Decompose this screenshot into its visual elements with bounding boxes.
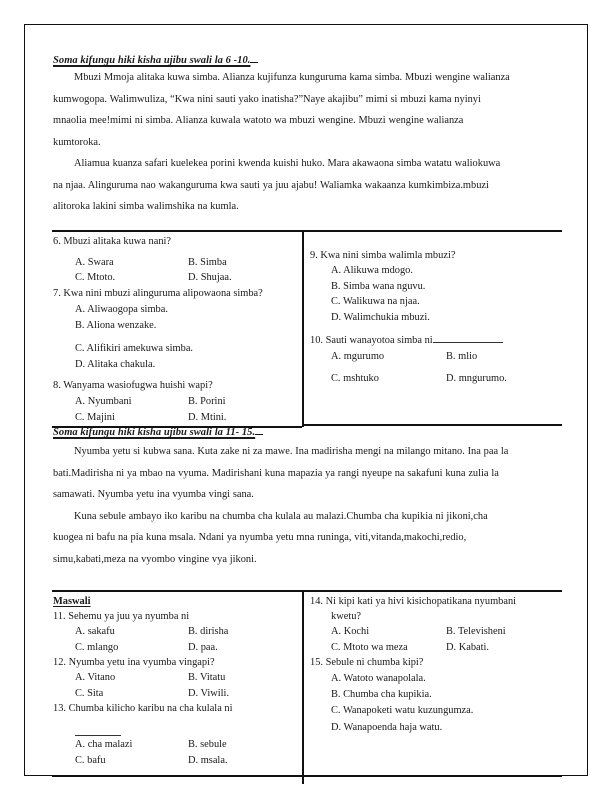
q14-option-c[interactable]: C. Mtoto wa meza (331, 642, 408, 653)
passage-line: samawati. Nyumba yetu ina vyumba vingi sana. (53, 489, 254, 500)
passage-goat (53, 67, 563, 218)
question-12: 12. Nyumba yetu ina vyumba vingapi? (53, 657, 215, 668)
q9-option-a[interactable]: A. Alikuwa mdogo. (331, 265, 413, 276)
q9-option-c[interactable]: C. Walikuwa na njaa. (331, 296, 420, 307)
q10-option-d[interactable]: D. mngurumo. (446, 373, 507, 384)
q8-option-c[interactable]: C. Majini (75, 412, 115, 423)
question-10: 10. Sauti wanayotoa simba ni (310, 335, 503, 346)
section1-heading: Soma kifungu hiki kisha ujibu swali la 6 -10. (53, 55, 258, 66)
q15-option-c[interactable]: C. Wanapoketi watu kuzungumza. (331, 705, 474, 716)
q7-option-d[interactable]: D. Alitaka chakula. (75, 359, 156, 370)
q6-option-a[interactable]: A. Swara (75, 257, 114, 268)
passage-house (53, 441, 563, 570)
q12-option-c[interactable]: C. Sita (75, 688, 104, 699)
passage-line: Nyumba yetu si kubwa sana. Kuta zake ni za mawe. Ina madirisha mengi na milango mitano. Ina paa la (74, 446, 509, 457)
passage-line: Mbuzi Mmoja alitaka kuwa simba. Alianza kujifunza kunguruma kama simba. Mbuzi wengine walianza (74, 72, 510, 83)
q12-option-d[interactable]: D. Viwili. (188, 688, 230, 699)
q14-option-b[interactable]: B. Televisheni (446, 626, 506, 637)
q10-option-b[interactable]: B. mlio (446, 351, 478, 362)
q14-option-d[interactable]: D. Kabati. (446, 642, 489, 653)
passage-line: na njaa. Alinguruma nao wakanguruma kwa sauti ya juu ajabu! Waliamka wakaanza kumkimbiza.mbuzi (53, 179, 489, 191)
q9-option-b[interactable]: B. Simba wana nguvu. (331, 281, 426, 292)
q7-option-a[interactable]: A. Aliwaogopa simba. (75, 304, 168, 315)
question-11: 11. Sehemu ya juu ya nyumba ni (53, 611, 190, 622)
passage-line: simu,kabati,meza na vyombo vingine vya jikoni. (53, 553, 257, 565)
q11-option-b[interactable]: B. dirisha (188, 626, 229, 637)
q13-option-a[interactable]: A. cha malazi (75, 739, 133, 750)
q6-option-b[interactable]: B. Simba (188, 257, 227, 268)
question-13: 13. Chumba kilicho karibu na cha kulala ni (53, 703, 233, 714)
table2-divider (302, 590, 304, 784)
passage-line: Aliamua kuanza safari kuelekea porini kwenda kuishi huko. Mara akawaona simba watatu waliokuwa (74, 158, 501, 169)
q9-option-d[interactable]: D. Walimchukia mbuzi. (331, 312, 430, 323)
passage-line: bati.Madirisha ni ya mbao na vyuma. Madirishani kuna mapazia ya rangi nyeupe na sakafuni kuna zulia la (53, 467, 499, 479)
question-8: 8. Wanyama wasiofugwa huishi wapi? (53, 380, 213, 391)
q8-option-b[interactable]: B. Porini (188, 396, 226, 407)
question-14: 14. Ni kipi kati ya hivi kisichopatikana nyumbani (310, 596, 517, 607)
q6-option-c[interactable]: C. Mtoto. (75, 272, 116, 283)
q8-option-d[interactable]: D. Mtini. (188, 412, 227, 423)
passage-line: kuogea ni bafu na pia kuna msala. Ndani ya nyumba yetu mna runinga, viti,vitanda,makochi,redio, (53, 532, 467, 543)
question-14-continued: kwetu? (331, 611, 362, 622)
table1-top-border (52, 230, 562, 232)
question-9: 9. Kwa nini simba walimla mbuzi? (310, 250, 456, 261)
questions-label: Maswali (53, 596, 91, 607)
table2-top-border (52, 590, 562, 592)
q10-option-c[interactable]: C. mshtuko (331, 373, 379, 384)
passage-line: kumtoroka. (53, 136, 101, 148)
question-7: 7. Kwa nini mbuzi alinguruma alipowaona simba? (53, 288, 263, 299)
answer-blank (75, 735, 121, 736)
q13-option-c[interactable]: C. bafu (75, 755, 106, 766)
section2-heading: Soma kifungu hiki kisha ujibu swali la 11- 15. (53, 427, 263, 438)
answer-blank (433, 342, 503, 343)
passage-line: Kuna sebule ambayo iko karibu na chumba cha kulala au malazi.Chumba cha kupikia ni jikoni,cha (74, 510, 488, 522)
q7-option-b[interactable]: B. Aliona wenzake. (75, 320, 157, 331)
table2-bottom-border (52, 775, 562, 777)
q15-option-b[interactable]: B. Chumba cha kupikia. (331, 689, 432, 700)
question-15: 15. Sebule ni chumba kipi? (310, 657, 424, 668)
question-6: 6. Mbuzi alitaka kuwa nani? (53, 236, 172, 247)
q8-option-a[interactable]: A. Nyumbani (75, 396, 132, 407)
q6-option-d[interactable]: D. Shujaa. (188, 272, 232, 283)
passage-line: kumwogopa. Walimwuliza, “Kwa nini sauti yako inatisha?”Naye akajibu” mimi si mbuzi kama nyinyi (53, 93, 481, 105)
passage-line: mnaolia mee!mimi ni simba. Alianza kuwala watoto wa mbuzi wengine. Mbuzi wengine walianza (53, 115, 464, 126)
q12-option-a[interactable]: A. Vitano (75, 672, 116, 683)
q15-option-d[interactable]: D. Wanapoenda haja watu. (331, 722, 443, 733)
q12-option-b[interactable]: B. Vitatu (188, 672, 226, 683)
table1-divider (302, 230, 304, 427)
q13-option-b[interactable]: B. sebule (188, 739, 227, 750)
q11-option-a[interactable]: A. sakafu (75, 626, 115, 637)
q7-option-c[interactable]: C. Alifikiri amekuwa simba. (75, 343, 194, 354)
q10-option-a[interactable]: A. mgurumo (331, 351, 385, 362)
table1-right-bottom-border (302, 424, 562, 426)
q15-option-a[interactable]: A. Watoto wanapolala. (331, 673, 426, 684)
q11-option-c[interactable]: C. mlango (75, 642, 119, 653)
passage-line: alitoroka lakini simba walimshika na kumla. (53, 201, 239, 212)
q11-option-d[interactable]: D. paa. (188, 642, 218, 653)
q13-option-d[interactable]: D. msala. (188, 755, 228, 766)
q14-option-a[interactable]: A. Kochi (331, 626, 370, 637)
